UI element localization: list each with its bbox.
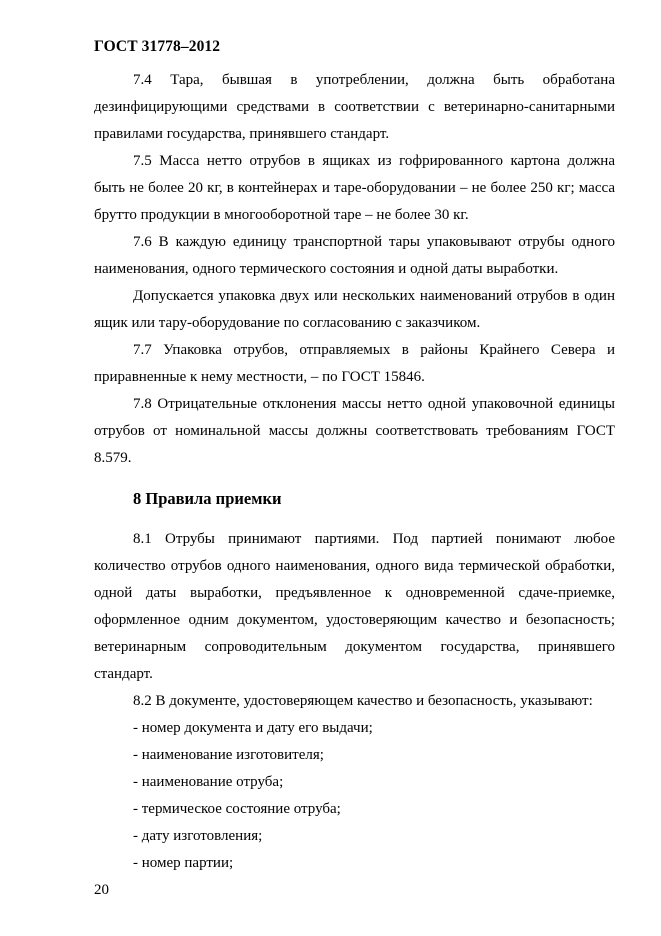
list-item: - номер партии; bbox=[133, 855, 234, 871]
list-item: - наименование изготовителя; bbox=[133, 747, 324, 763]
document-body bbox=[94, 67, 615, 877]
paragraph-7-6-note: Допускается упаковка двух или нескольких наименований отрубов в один ящик или тару-оборудование по согласованию с заказчиком. bbox=[94, 288, 615, 331]
paragraph-7-5: 7.5 Масса нетто отрубов в ящиках из гофрированного картона должна быть не более 20 кг, в контейнерах и таре-оборудовании – не более 250 кг; масса брутто продукции в многооборотной таре – не более 30 кг. bbox=[94, 153, 615, 223]
paragraph-8-1: 8.1 Отрубы принимают партиями. Под партией понимают любое количество отрубов одного наименования, одного вида термической обработки, одной даты выработки, предъявленное к одновременной сдаче-приемке, оформленное одним документом, удостоверяющим качество и безопасность; ветеринарным сопроводительным документом государства, принявшего стандарт. bbox=[94, 531, 615, 682]
paragraph-8-2: 8.2 В документе, удостоверяющем качество и безопасность, указывают: bbox=[133, 693, 593, 709]
document-header: ГОСТ 31778–2012 bbox=[94, 38, 221, 55]
page-number: 20 bbox=[94, 882, 109, 898]
list-item: - дату изготовления; bbox=[133, 828, 263, 844]
paragraph-7-4: 7.4 Тара, бывшая в употреблении, должна быть обработана дезинфицирующими средствами в соответствии с ветеринарно-санитарными правилами государства, принявшего стандарт. bbox=[94, 72, 615, 142]
list-item: - номер документа и дату его выдачи; bbox=[133, 720, 373, 736]
list-item: - наименование отруба; bbox=[133, 774, 284, 790]
paragraph-7-8: 7.8 Отрицательные отклонения массы нетто одной упаковочной единицы отрубов от номинальной массы должны соответствовать требованиям ГОСТ 8.579. bbox=[94, 396, 615, 466]
section-heading: 8 Правила приемки bbox=[133, 489, 282, 508]
list-item: - термическое состояние отруба; bbox=[133, 801, 341, 817]
paragraph-7-7: 7.7 Упаковка отрубов, отправляемых в районы Крайнего Севера и приравненные к нему местности, – по ГОСТ 15846. bbox=[94, 342, 615, 385]
paragraph-7-6: 7.6 В каждую единицу транспортной тары упаковывают отрубы одного наименования, одного термического состояния и одной даты выработки. bbox=[94, 234, 615, 277]
